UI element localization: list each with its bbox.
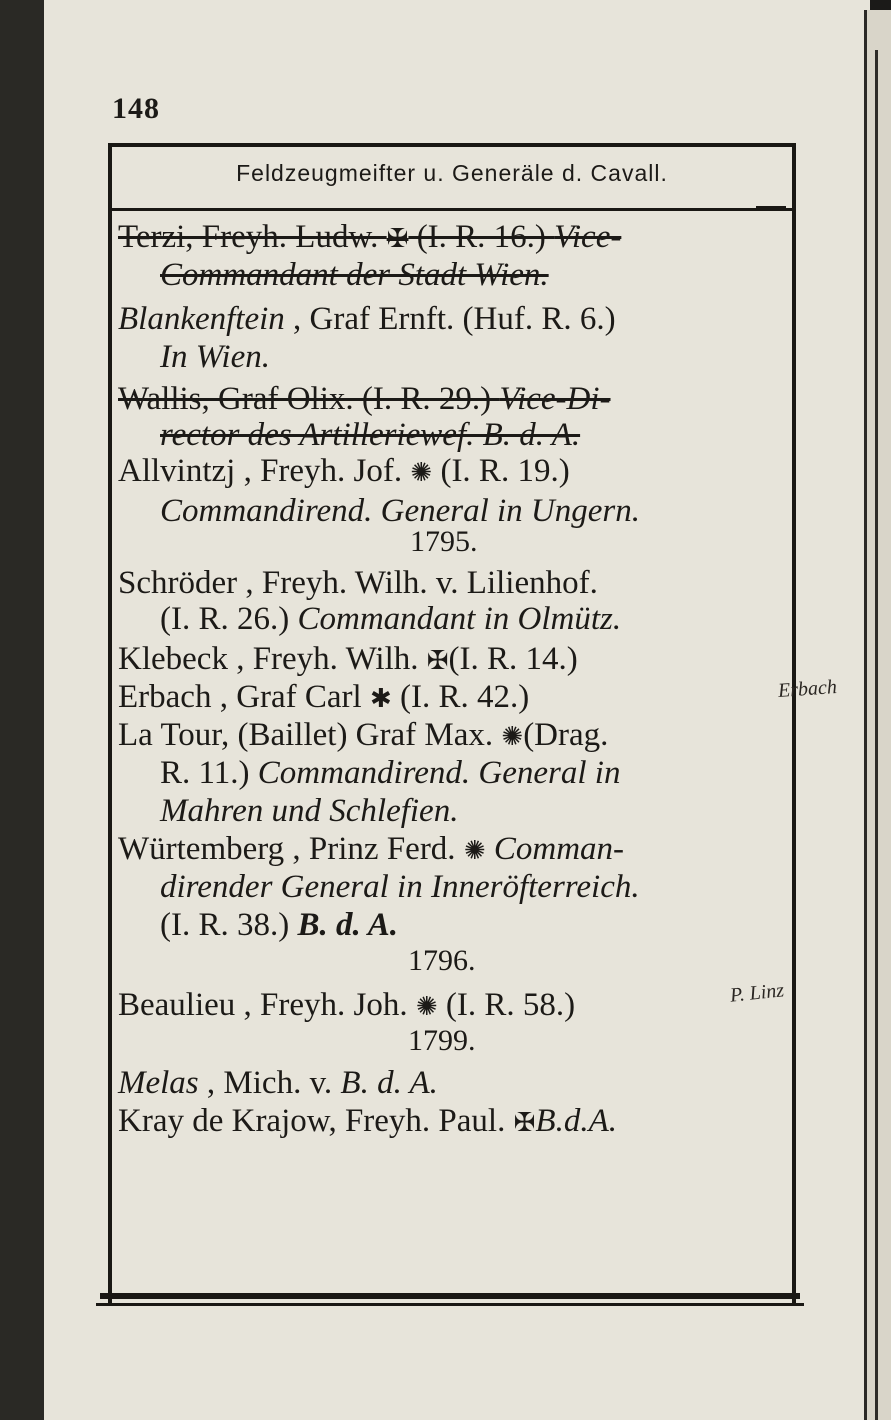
entry-continuation-line	[160, 416, 580, 454]
entry-text: B.d.A.	[535, 1103, 617, 1139]
entry-line	[118, 1064, 438, 1102]
entry-text: Kray de Krajow, Freyh. Paul.	[118, 1103, 514, 1139]
entry-text: Commandirend. General in	[257, 755, 621, 791]
entry-text: , Mich. v.	[198, 1065, 341, 1101]
entry-text: In Wien.	[160, 339, 270, 375]
frame-bottom-rule-thin	[96, 1303, 804, 1306]
entry-text: Comman-	[485, 831, 625, 867]
order-cross-icon: ✺	[410, 458, 433, 487]
ink-mark	[756, 206, 786, 210]
handwritten-note: P. Linz	[728, 979, 786, 1007]
entry-continuation-line	[160, 256, 549, 294]
header-rule	[112, 208, 792, 211]
entry-text: (I. R. 14.)	[448, 641, 578, 677]
entry-text: Commandant in Olmütz.	[297, 601, 622, 637]
entry-text: Schröder , Freyh. Wilh. v. Lilienhof.	[118, 565, 598, 601]
entry-text: Klebeck , Freyh. Wilh.	[118, 641, 427, 677]
entry-continuation-line	[160, 492, 640, 530]
entry-text: Vice-Di-	[499, 381, 611, 417]
entry-text: Vice-	[554, 219, 622, 255]
entry-text: (I. R. 19.)	[432, 453, 570, 489]
entry-text: R. 11.)	[160, 755, 258, 791]
entry-text: (I. R. 42.)	[391, 679, 530, 715]
entry-text: (I. R. 38.)	[160, 907, 298, 943]
entry-continuation-line	[160, 754, 620, 792]
order-cross-icon: ✺	[501, 722, 524, 751]
entry-text: dirender General in Inneröfterreich.	[160, 869, 640, 905]
order-cross-icon: ✺	[415, 992, 438, 1021]
order-cross-icon: ✺	[463, 836, 486, 865]
entry-text: Erbach , Graf Carl	[118, 679, 370, 715]
year-heading: 1796.	[408, 944, 476, 977]
entry-line	[118, 716, 608, 756]
entry-text: rector des Artilleriewef. B. d. A.	[160, 417, 581, 453]
entry-text: (I. R. 16.)	[408, 219, 555, 255]
entry-line	[118, 830, 624, 870]
entry-text: La Tour, (Baillet) Graf Max.	[118, 717, 502, 753]
entry-line	[118, 380, 611, 418]
entry-line	[118, 678, 529, 718]
entry-continuation-line	[160, 906, 398, 944]
year-heading: 1795.	[410, 525, 478, 558]
entry-text: Blankenftein	[118, 301, 285, 337]
entry-text: Wallis, Graf Olix. (I. R. 29.)	[118, 381, 500, 417]
entry-line	[118, 564, 598, 602]
handwritten-note: Erbach	[777, 675, 838, 703]
entry-text: Commandant der Stadt Wien.	[160, 257, 549, 293]
entry-continuation-line	[160, 600, 621, 638]
entry-text: Terzi, Freyh. Ludw.	[118, 219, 387, 255]
entry-continuation-line	[160, 338, 270, 376]
entry-continuation-line	[160, 868, 640, 906]
entry-text: Würtemberg , Prinz Ferd.	[118, 831, 464, 867]
order-cross-icon: ✠	[386, 224, 409, 253]
facing-page-line	[875, 50, 878, 1420]
entry-line	[118, 452, 570, 492]
entry-line	[118, 1102, 617, 1142]
entry-text: Allvintzj , Freyh. Jof.	[118, 453, 411, 489]
entry-continuation-line	[160, 792, 458, 830]
entry-text: (Drag.	[523, 717, 609, 753]
entry-text: , Graf Ernft. (Huf. R. 6.)	[284, 301, 616, 337]
frame-bottom-rule	[100, 1293, 800, 1299]
entry-text: B. d. A.	[297, 907, 399, 943]
page-header: Feldzeugmeifter u. Generäle d. Cavall.	[236, 160, 668, 186]
entry-line	[118, 218, 621, 258]
entry-text: (I. R. 26.)	[160, 601, 298, 637]
entry-text: Melas	[118, 1065, 199, 1101]
entry-line	[118, 640, 578, 680]
entry-line	[118, 300, 616, 338]
entry-text: B. d. A.	[340, 1065, 438, 1101]
year-heading: 1799.	[408, 1024, 476, 1057]
order-cross-icon: ✠	[513, 1108, 536, 1137]
entry-line	[118, 986, 575, 1026]
page-number: 148	[112, 92, 160, 125]
facing-page-edge	[864, 10, 891, 1420]
entry-text: Commandirend. General in Ungern.	[160, 493, 640, 529]
page-binding-edge	[0, 0, 44, 1420]
order-cross-icon: ✠	[426, 646, 449, 675]
entry-text: Beaulieu , Freyh. Joh.	[118, 987, 416, 1023]
entry-text: (I. R. 58.)	[437, 987, 576, 1023]
entry-text: Mahren und Schlefien.	[160, 793, 459, 829]
order-cross-icon: ✱	[369, 684, 392, 713]
